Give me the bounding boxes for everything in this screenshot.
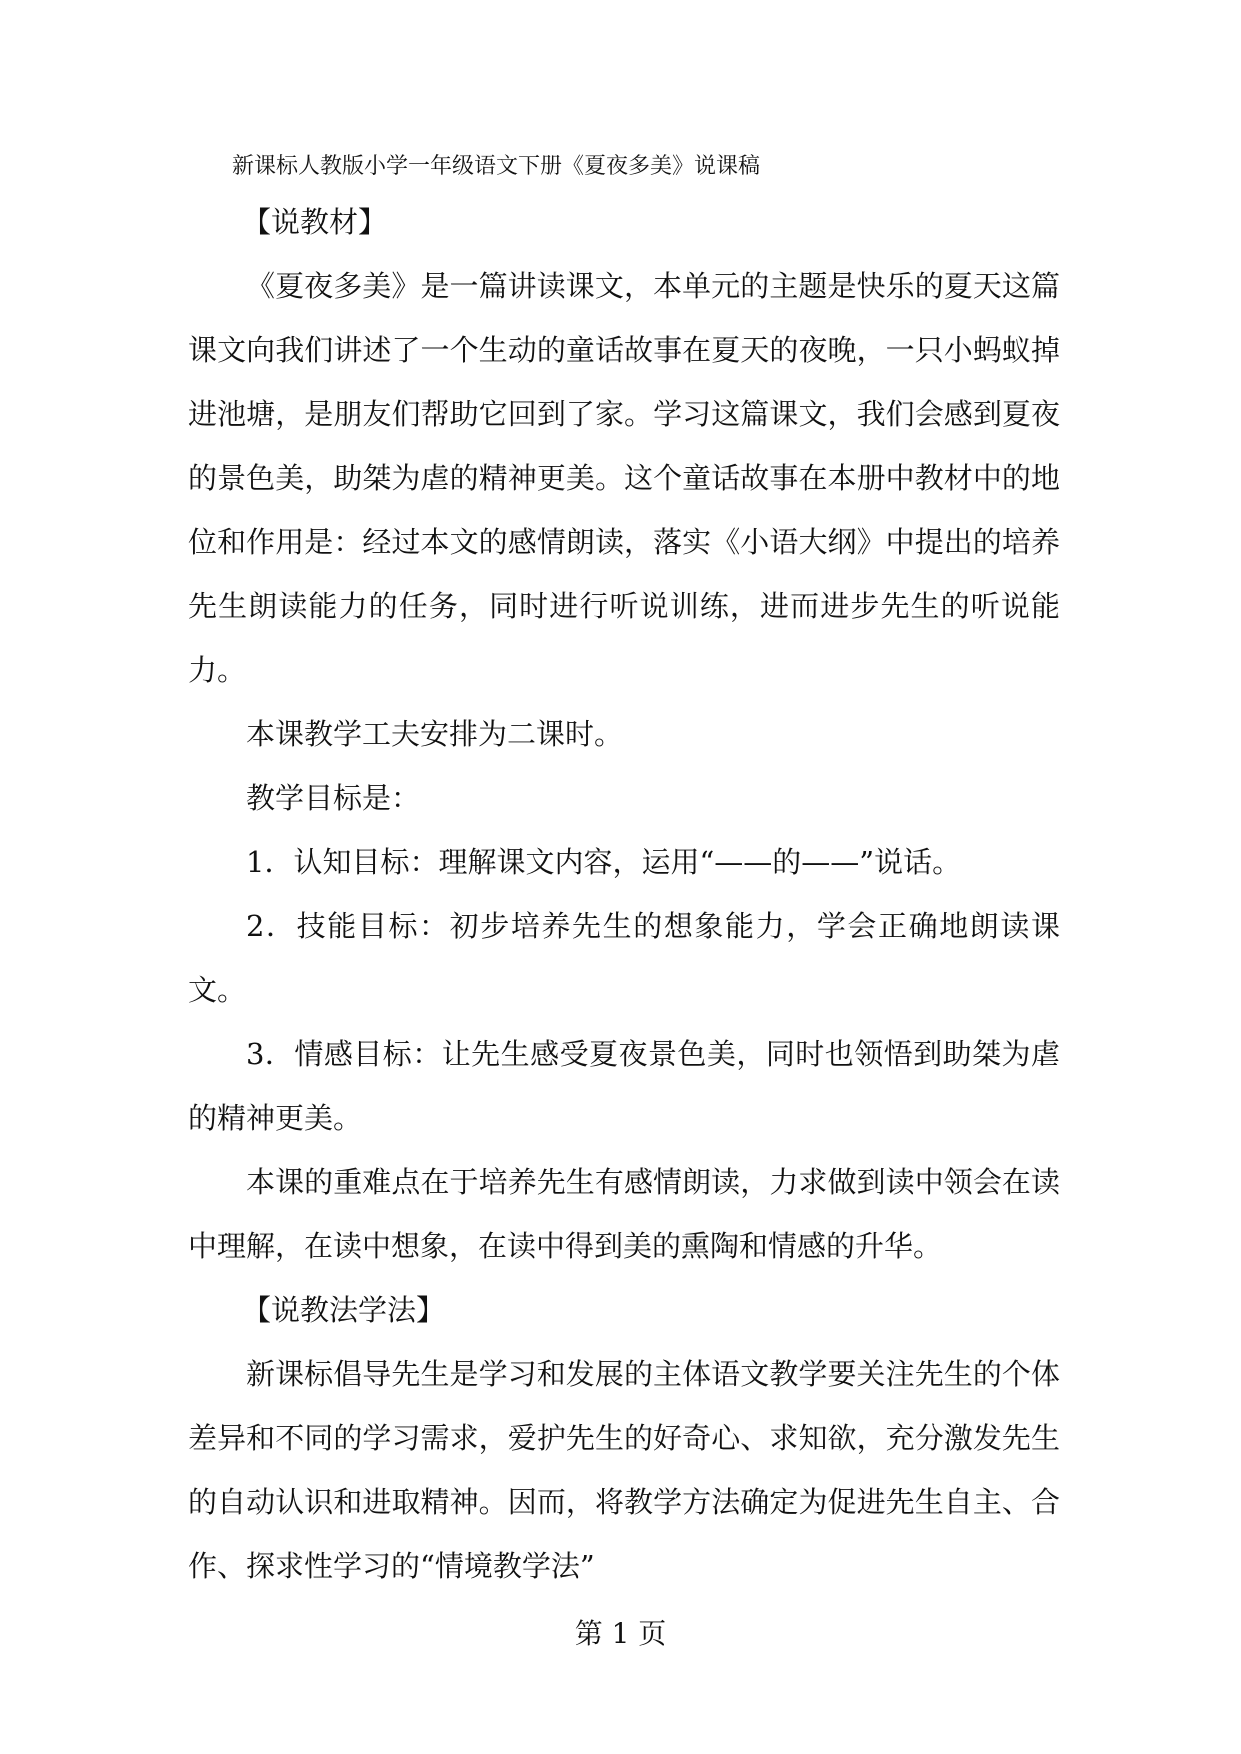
paragraph-goals-heading: 教学目标是： — [246, 781, 421, 815]
section-heading-methods: 【说教法学法】 — [242, 1293, 446, 1327]
section-heading-textbook: 【说教材】 — [242, 205, 388, 239]
document-title: 新课标人教版小学一年级语文下册《夏夜多美》说课稿 — [232, 154, 761, 179]
document-body — [188, 190, 1060, 1598]
paragraph-class-hours: 本课教学工夫安排为二课时。 — [246, 717, 624, 751]
paragraph-goal-skill: 2．技能目标：初步培养先生的想象能力，学会正确地朗读课文。 — [188, 909, 1060, 1007]
page-number: 第 1 页 — [574, 1617, 667, 1650]
paragraph-key-points: 本课的重难点在于培养先生有感情朗读，力求做到读中领会在读中理解，在读中想象，在读中得到美的熏陶和情感的升华。 — [188, 1165, 1060, 1263]
paragraph-textbook-intro: 《夏夜多美》是一篇讲读课文，本单元的主题是快乐的夏天这篇课文向我们讲述了一个生动的童话故事在夏天的夜晚，一只小蚂蚁掉进池塘，是朋友们帮助它回到了家。学习这篇课文，我们会感到夏夜的景色美，助桀为虐的精神更美。这个童话故事在本册中教材中的地位和作用是：经过本文的感情朗读，落实《小语大纲》中提出的培养先生朗读能力的任务，同时进行听说训练，进而进步先生的听说能力。 — [188, 269, 1060, 687]
paragraph-goal-cognitive: 1．认知目标：理解课文内容，运用“——的——”说话。 — [246, 845, 962, 879]
paragraph-methods: 新课标倡导先生是学习和发展的主体语文教学要关注先生的个体差异和不同的学习需求，爱护先生的好奇心、求知欲，充分激发先生的自动认识和进取精神。因而，将教学方法确定为促进先生自主、合作、探求性学习的“情境教学法” — [188, 1357, 1060, 1583]
paragraph-goal-emotion: 3．情感目标：让先生感受夏夜景色美，同时也领悟到助桀为虐的精神更美。 — [188, 1037, 1060, 1135]
